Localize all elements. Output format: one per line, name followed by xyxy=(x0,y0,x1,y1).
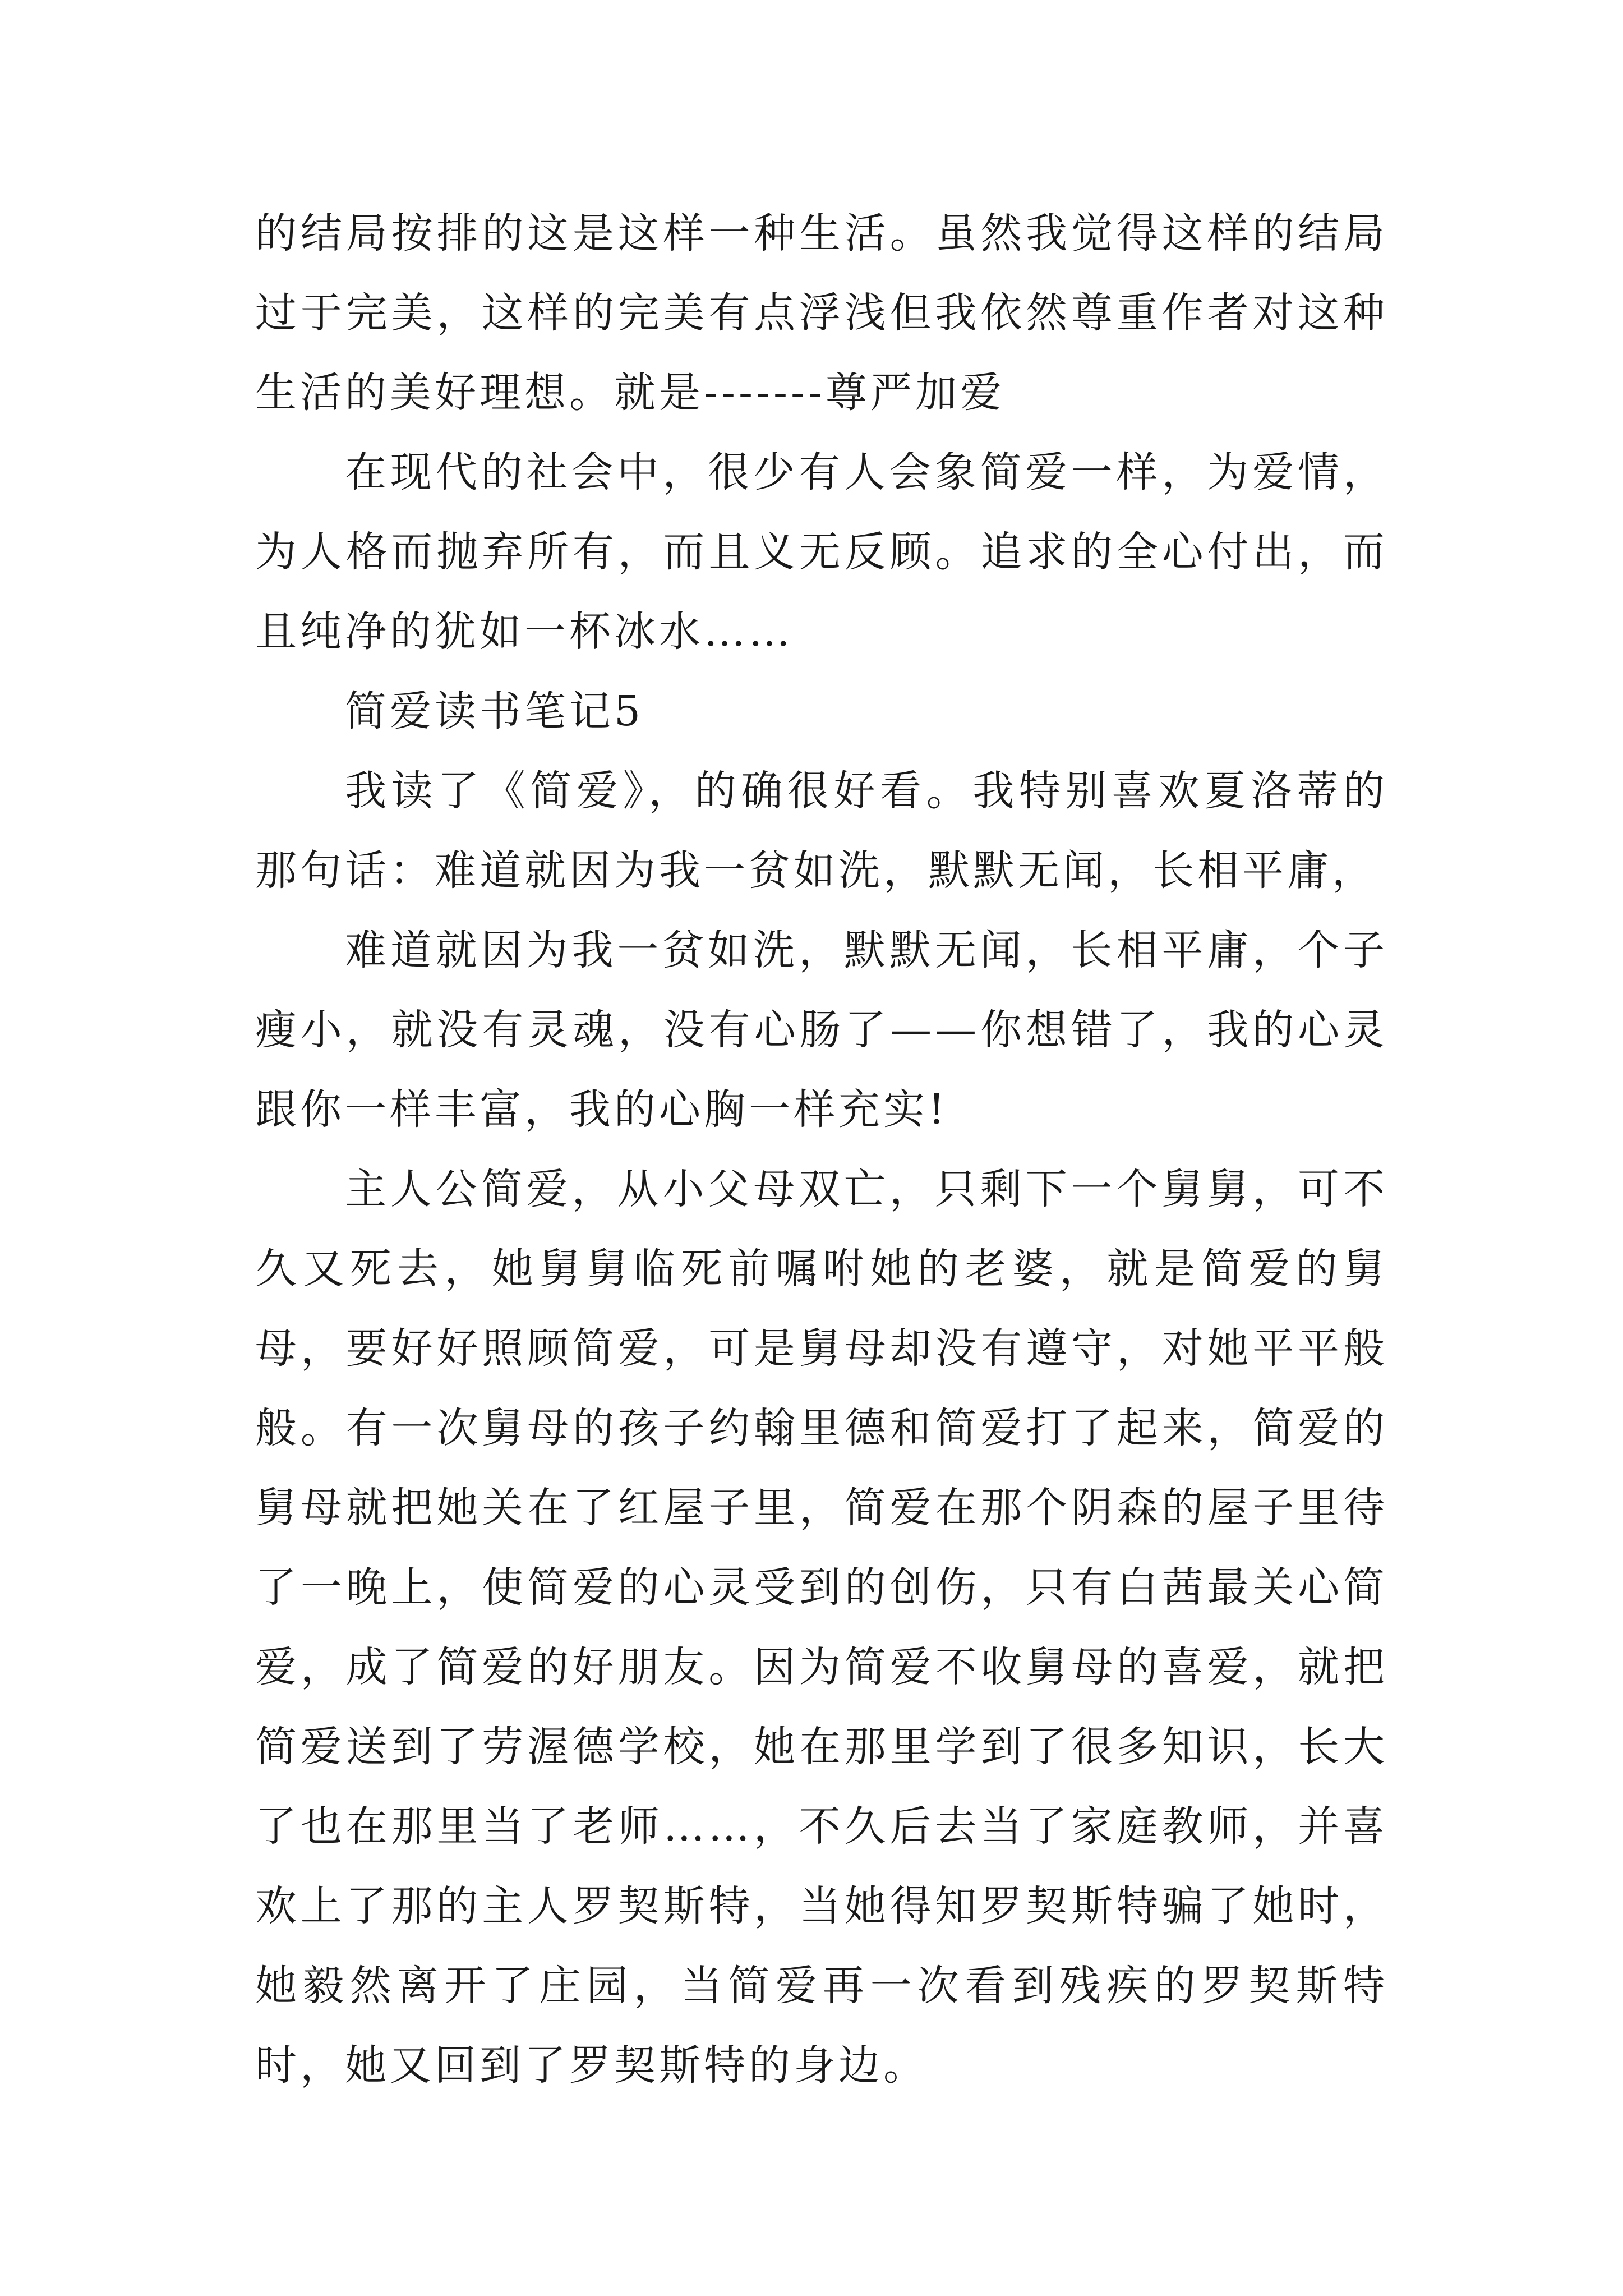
paragraph-3: 我读了《简爱》，的确很好看。我特别喜欢夏洛蒂的那句话：难道就因为我一贫如洗，默默无闻，长相平庸， xyxy=(255,767,1388,895)
paragraph-1: 的结局按排的这是这样一种生活。虽然我觉得这样的结局过于完美，这样的完美有点浮浅但我依然尊重作者对这种生活的美好理想。就是-------尊严加爱 xyxy=(255,209,1388,417)
document-body xyxy=(255,194,1388,2105)
paragraph-2: 在现代的社会中，很少有人会象简爱一样，为爱情，为人格而抛弃所有，而且义无反顾。追求的全心付出，而且纯净的犹如一杯冰水…… xyxy=(255,448,1388,656)
section-heading: 简爱读书笔记5 xyxy=(345,687,644,735)
paragraph-4: 难道就因为我一贫如洗，默默无闻，长相平庸，个子瘦小，就没有灵魂，没有心肠了——你想错了，我的心灵跟你一样丰富，我的心胸一样充实! xyxy=(255,926,1388,1134)
paragraph-5: 主人公简爱，从小父母双亡，只剩下一个舅舅，可不久又死去，她舅舅临死前嘱咐她的老婆，就是简爱的舅母，要好好照顾简爱，可是舅母却没有遵守，对她平平般般。有一次舅母的孩子约翰里德和简爱打了起来，简爱的舅母就把她关在了红屋子里，简爱在那个阴森的屋子里待了一晚上，使简爱的心灵受到的创伤，只有白茜最关心简爱，成了简爱的好朋友。因为简爱不收舅母的喜爱，就把简爱送到了劳渥德学校，她在那里学到了很多知识，长大了也在那里当了老师……，不久后去当了家庭教师，并喜欢上了那的主人罗契斯特，当她得知罗契斯特骗了她时，她毅然离开了庄园，当简爱再一次看到残疾的罗契斯特时，她又回到了罗契斯特的身边。 xyxy=(255,1165,1388,2090)
